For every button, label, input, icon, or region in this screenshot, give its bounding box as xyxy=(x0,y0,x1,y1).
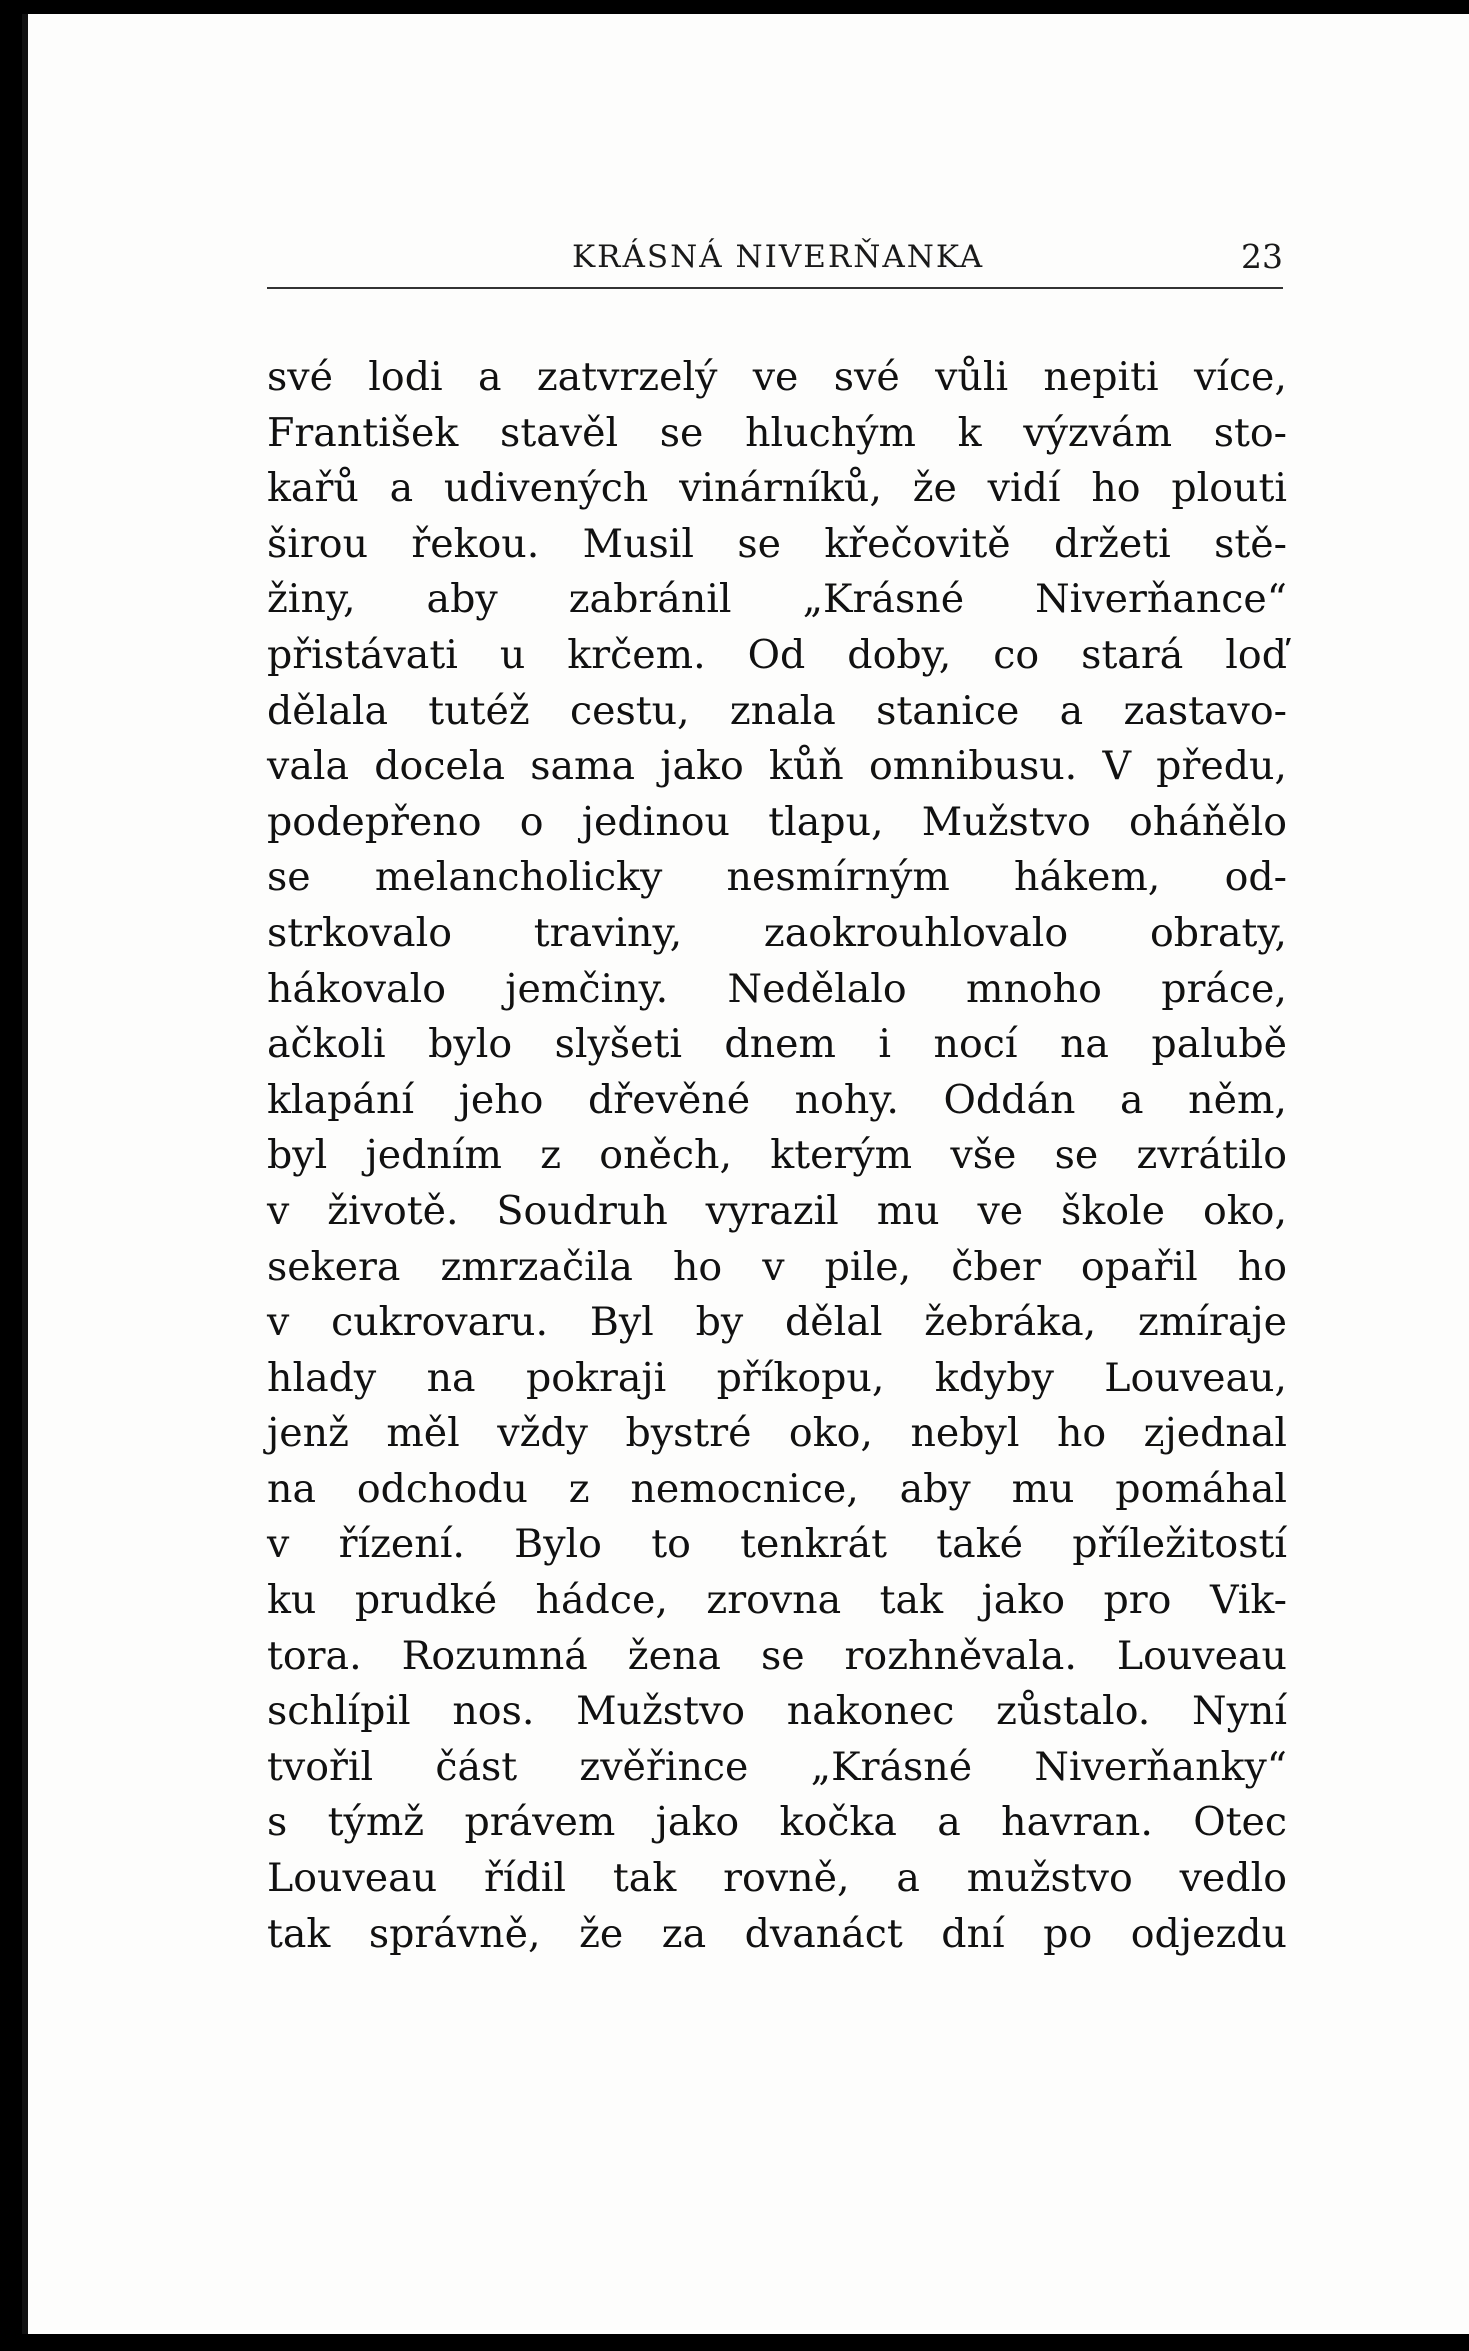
text-line: širou řekou. Musil se křečovitě držeti stě- xyxy=(267,520,1287,567)
book-page xyxy=(22,14,1469,2334)
text-line: sekera zmrzačila ho v pile, čber opařil ho xyxy=(267,1243,1287,1290)
page-header xyxy=(267,229,1283,289)
text-line: v řízení. Bylo to tenkrát také příležitostí xyxy=(267,1521,1287,1568)
text-line: dělala tutéž cestu, znala stanice a zastavo- xyxy=(267,687,1287,734)
text-line: se melancholicky nesmírným hákem, od- xyxy=(267,854,1287,901)
text-line: v cukrovaru. Byl by dělal žebráka, zmíraje xyxy=(267,1299,1287,1346)
text-line: ačkoli bylo slyšeti dnem i nocí na palubě xyxy=(267,1021,1287,1068)
body-text xyxy=(267,350,1287,1962)
text-line: podepřeno o jedinou tlapu, Mužstvo oháňělo xyxy=(267,798,1287,845)
text-line: schlípil nos. Mužstvo nakonec zůstalo. Nyní xyxy=(267,1688,1287,1735)
text-line: žiny, aby zabránil „Krásné Niverňance“ xyxy=(267,576,1287,623)
text-line: tvořil část zvěřince „Krásné Niverňanky“ xyxy=(267,1743,1287,1790)
text-line: tak správně, že za dvanáct dní po odjezdu xyxy=(267,1910,1287,1957)
text-line: jenž měl vždy bystré oko, nebyl ho zjednal xyxy=(267,1410,1287,1457)
text-line: hákovalo jemčiny. Nedělalo mnoho práce, xyxy=(267,965,1287,1012)
text-line: byl jedním z oněch, kterým vše se zvrátilo xyxy=(267,1132,1287,1179)
text-line: Louveau řídil tak rovně, a mužstvo vedlo xyxy=(267,1855,1287,1902)
running-title: KRÁSNÁ NIVERŇANKA xyxy=(572,239,985,275)
text-line: tora. Rozumná žena se rozhněvala. Louveau xyxy=(267,1632,1287,1679)
text-line: s týmž právem jako kočka a havran. Otec xyxy=(267,1799,1287,1846)
text-line: František stavěl se hluchým k výzvám sto- xyxy=(267,409,1287,456)
text-line: klapání jeho dřevěné nohy. Oddán a něm, xyxy=(267,1076,1287,1123)
page-number: 23 xyxy=(1241,237,1283,276)
text-line: kařů a udivených vinárníků, že vidí ho plouti xyxy=(267,465,1287,512)
text-line: v životě. Soudruh vyrazil mu ve škole oko, xyxy=(267,1187,1287,1234)
text-line: své lodi a zatvrzelý ve své vůli nepiti více, xyxy=(267,354,1287,400)
text-line: strkovalo traviny, zaokrouhlovalo obraty, xyxy=(267,909,1287,956)
text-line: hlady na pokraji příkopu, kdyby Louveau, xyxy=(267,1354,1287,1401)
text-line: ku prudké hádce, zrovna tak jako pro Vik- xyxy=(267,1577,1287,1624)
text-line: na odchodu z nemocnice, aby mu pomáhal xyxy=(267,1465,1287,1512)
text-line: přistávati u krčem. Od doby, co stará loď xyxy=(267,631,1287,678)
text-line: vala docela sama jako kůň omnibusu. V předu, xyxy=(267,743,1287,790)
